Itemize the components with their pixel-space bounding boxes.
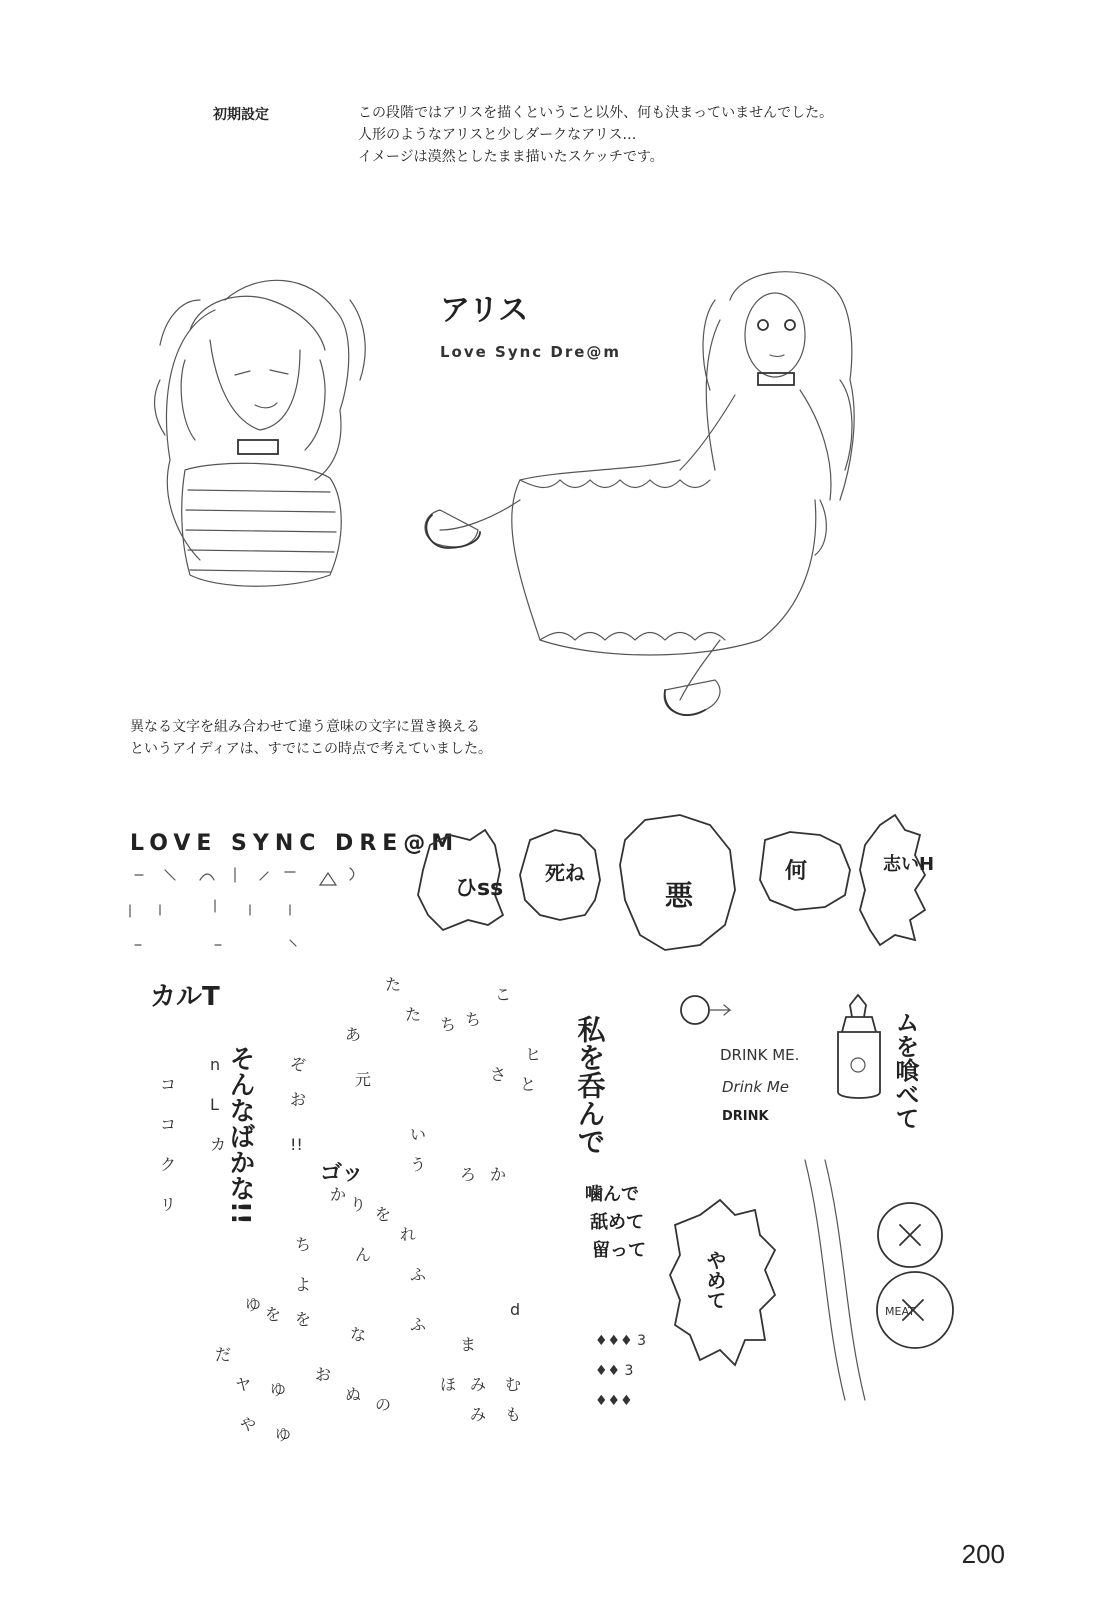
svg-text:れ: れ — [400, 1225, 417, 1244]
svg-text:お: お — [290, 1090, 307, 1109]
svg-text:ろ: ろ — [460, 1165, 477, 1184]
bubble-6-text: やめて — [703, 1250, 727, 1310]
column-word-4: DRINK — [722, 1109, 769, 1124]
svg-text:ま: ま — [460, 1335, 477, 1354]
stamp-text: MEAT — [885, 1305, 915, 1318]
section-label: 初期設定 — [213, 107, 269, 123]
svg-text:や: や — [240, 1415, 257, 1434]
main-logo-text: LOVE SYNC DRE@M — [130, 831, 460, 856]
svg-text:か: か — [490, 1165, 507, 1184]
bubble-3-text: 悪 — [665, 879, 694, 912]
cult-logo-text: カルT — [150, 982, 220, 1012]
svg-text:さ: さ — [490, 1065, 507, 1084]
svg-text:♦♦♦ 3: ♦♦♦ 3 — [595, 1333, 647, 1349]
svg-text:う: う — [410, 1155, 427, 1174]
bubble-5-text: 志いH — [883, 854, 935, 875]
svg-text:ク: ク — [160, 1155, 177, 1174]
svg-text:を: を — [295, 1310, 312, 1329]
svg-text:た: た — [385, 975, 402, 994]
svg-text:カ: カ — [210, 1135, 227, 1154]
column-word-5: ムを喰べて — [891, 1010, 919, 1130]
svg-text:な: な — [350, 1325, 367, 1344]
vertical-phrase-1: そんなばかな!! — [225, 1045, 255, 1225]
svg-text:ヤ: ヤ — [235, 1375, 252, 1394]
sketch-title-subtitle: Love Sync Dre@m — [440, 343, 622, 361]
page-number: 200 — [961, 1539, 1005, 1569]
column-word-1: 私を呑んで — [573, 1015, 607, 1155]
svg-text:か: か — [330, 1185, 347, 1204]
column-word-6: 噛んで — [585, 1184, 639, 1205]
svg-text:た: た — [405, 1005, 422, 1024]
intro-line-3: イメージは漠然としたまま描いたスケッチです。 — [358, 149, 664, 165]
svg-text:ゆ: ゆ — [245, 1295, 262, 1314]
svg-text:コ: コ — [160, 1115, 177, 1134]
svg-text:み: み — [470, 1405, 487, 1424]
svg-text:と: と — [520, 1075, 537, 1094]
column-word-7: 舐めて — [590, 1212, 644, 1233]
caption-line-2: というアイディアは、すでにこの時点で考えていました。 — [130, 741, 493, 757]
intro-line-1: この段階ではアリスを描くということ以外、何も決まっていませんでした。 — [358, 105, 834, 121]
vertical-strip — [805, 1160, 865, 1400]
svg-text:ほ: ほ — [440, 1375, 457, 1394]
bubble-2-text: 死ね — [545, 861, 585, 885]
svg-text:ぞ: ぞ — [290, 1055, 307, 1074]
bubble-4-text: 何 — [785, 859, 808, 884]
caption-line-1: 異なる文字を組み合わせて違う意味の文字に置き換える — [130, 719, 480, 735]
speech-bubble-4 — [760, 832, 850, 910]
column-word-3: Drink Me — [722, 1078, 790, 1096]
svg-text:ふ: ふ — [410, 1315, 427, 1334]
svg-text:い: い — [410, 1125, 427, 1144]
svg-text:ち: ち — [465, 1010, 482, 1029]
drink-me-icon — [681, 996, 730, 1024]
vertical-phrase-2: ゴッ — [320, 1161, 364, 1186]
svg-text:♦♦♦: ♦♦♦ — [595, 1393, 633, 1409]
svg-text:ち: ち — [440, 1015, 457, 1034]
svg-text:こ: こ — [495, 985, 512, 1004]
speech-bubble-2 — [520, 830, 600, 920]
svg-text:ち: ち — [295, 1235, 312, 1254]
svg-text:コ: コ — [160, 1075, 177, 1094]
speech-bubble-6 — [670, 1200, 775, 1365]
column-word-8: 留って — [592, 1240, 646, 1261]
svg-text:ふ: ふ — [410, 1265, 427, 1284]
svg-text:ヒ: ヒ — [525, 1045, 542, 1064]
speech-bubble-3 — [620, 815, 735, 950]
svg-text:も: も — [505, 1405, 522, 1424]
svg-text:よ: よ — [295, 1275, 312, 1294]
svg-text:n: n — [210, 1055, 221, 1074]
bubble-1-text: ひss — [455, 876, 504, 901]
svg-text:り: り — [350, 1195, 367, 1214]
svg-text:を: を — [265, 1305, 282, 1324]
svg-text:む: む — [505, 1375, 522, 1394]
svg-text:♦♦ 3: ♦♦ 3 — [595, 1363, 634, 1379]
svg-text:お: お — [315, 1365, 332, 1384]
meat-stamp-icon — [877, 1203, 953, 1348]
sketch-title-name: アリス — [440, 293, 529, 328]
potion-bottle-icon — [838, 995, 880, 1098]
kana-practice — [160, 975, 541, 1444]
speech-bubble-5 — [860, 815, 934, 945]
svg-text:ゆ: ゆ — [275, 1425, 292, 1444]
svg-text:み: み — [470, 1375, 487, 1394]
column-word-2: DRINK ME. — [720, 1046, 800, 1064]
svg-text:元: 元 — [355, 1070, 372, 1089]
small-glyph-studies — [595, 1333, 646, 1409]
svg-text:の: の — [375, 1395, 392, 1414]
svg-text:d: d — [510, 1300, 521, 1319]
svg-text:ん: ん — [355, 1245, 372, 1264]
svg-text:ゆ: ゆ — [270, 1380, 287, 1399]
svg-text:L: L — [210, 1095, 219, 1114]
svg-text:だ: だ — [215, 1345, 232, 1364]
svg-text:ぬ: ぬ — [345, 1385, 362, 1404]
svg-text:あ: あ — [345, 1025, 362, 1044]
svg-text:を: を — [375, 1205, 392, 1224]
svg-text:!!: !! — [290, 1135, 303, 1154]
svg-text:リ: リ — [160, 1195, 177, 1214]
intro-line-2: 人形のようなアリスと少しダークなアリス… — [358, 127, 637, 143]
speech-bubble-1 — [418, 830, 503, 930]
